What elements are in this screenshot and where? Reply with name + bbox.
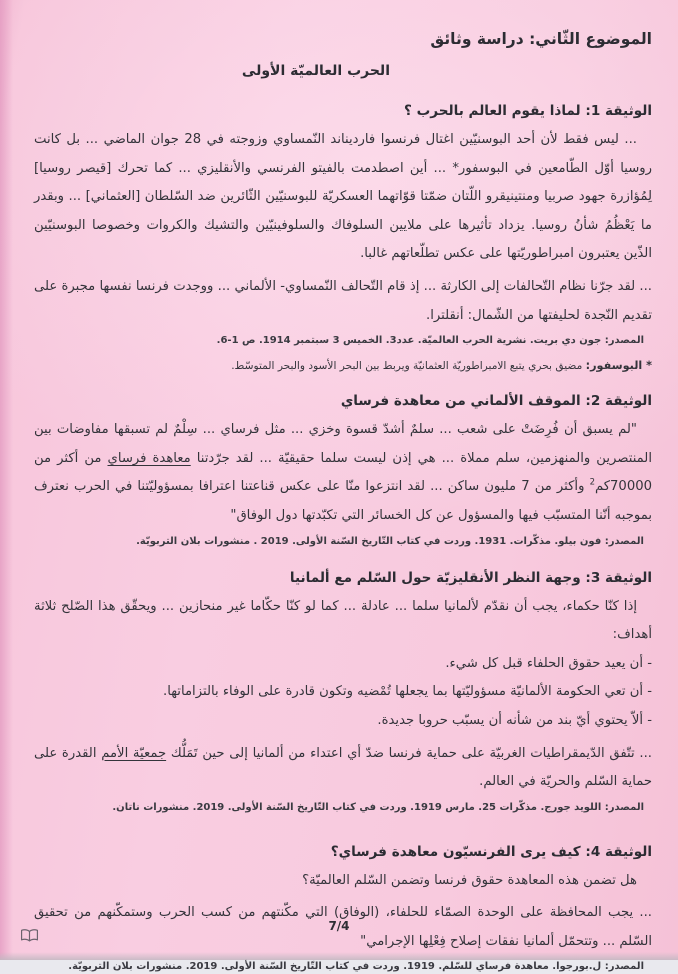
text-run: ... يجب المحافظة على الوحدة الصمّاء للحلفاء، (الوفاق) التي مكّنتهم من كسب الحرب وستمكّنهم من تحقيق السّلم ... وتتحمّل ألمانيا نفقات إصلاح فِعْلِها الإجرامي": [34, 905, 652, 949]
footnote-definition: مضيق بحري يتبع الامبراطوريّة العثمانيّة ويربط بين البحر الأسود والبحر المتوسّط.: [231, 360, 586, 373]
source-line: المصدر: ل.بورجوا. معاهدة فرساي للسّلم. 1919. وردت في كتاب التّاريخ السّنة الأولى. 2019. منشورات بلان التربويّة.: [68, 961, 644, 973]
document-paragraph: [34, 593, 652, 650]
document-heading: الوثيقة 4: كيف يرى الفرنسيّون معاهدة فرساي؟: [330, 843, 652, 860]
source-line: المصدر: اللويد جورج. مذكّرات 25. مارس 1919. وردت في كتاب التّاريخ السّنة الأولى. 2019. منشورات ناتان.: [112, 801, 644, 813]
text-run: ... لقد جرّنا نظام التّحالفات إلى الكارثة ... إذ قام التّحالف النّمساوي- الألماني ... ووجدت فرنسا نفسها مجبرة على تقديم النّجدة لحليفتها من الشّمال: أنقلترا.: [34, 278, 652, 323]
document-section: [34, 391, 652, 548]
superscript: 2: [589, 477, 595, 488]
page-title: الموضوع الثّاني: دراسة وثائق: [430, 30, 652, 48]
document-paragraph: [34, 740, 652, 797]
bullet-line: [34, 678, 652, 707]
text-run: هل تضمن هذه المعاهدة حقوق فرنسا وتضمن السّلم العالميّة؟: [302, 872, 637, 888]
document-section: [34, 101, 652, 374]
text-run: من أكثر من 70000كم: [34, 450, 652, 495]
text-run: "لم يسبق أن فُرِضَتْ على شعب ... سلمٌ أشدّ قسوة وخزي ... مثل فرساي ... سِلْمٌ لم تسبقها مفاوضات بين المنتصرين والمنهزمين، سلم مملاة ... هي إذن ليست سلما حقيقيّة ... لقد جرّدتنا: [34, 422, 652, 466]
text-run: - ألاّ يحتوي أيّ بند من شأنه أن يسبّب حروبا جديدة.: [377, 712, 652, 728]
document-heading: الوثيقة 3: وجهة النظر الأنقليزيّة حول السّلم مع ألمانيا: [289, 569, 652, 586]
document-section: [34, 842, 652, 974]
documents: [34, 101, 652, 974]
text-run: وأكثر من 7 مليون ساكن ... لقد انتزعوا منّا على عكس قناعتنا اعترافا بمسؤوليّتنا في الحرب نعترف بموجبه أنّنا المتسبّب فيها والمسؤول عن كل الخسائر التي تكبّدتها دول الوفاق": [34, 479, 652, 523]
underlined-phrase: معاهدة فرساي: [107, 450, 191, 466]
text-run: ... ليس فقط لأن أحد البوسنيّين اغتال فرنسوا فارديناند النّمساوي وزوجته في 28 جوان الماضي ... بل كانت روسيا أوّل الطّامعين في البوسفور* ... أين اصطدمت بالفيتو الفرنسي والأنقليزي ... كما تحرك [قيصر روسيا] لِمُؤازرة جهود صربيا ومنتينيقرو اللّتان ضمّتا قوّاتهما العسكريّة للبوسنيّين الثّائرين ضد السّلطان [العثماني] ... وبقدر ما يَعْظُمُ شأنُ روسيا. يزداد تأثيرها على ملايين السلوفاك والسلوفينيّين والتشيك والكروات وخصوصا البوسنيّين الذّين يعتبرون امبراطوريّتها على عكس تطلّعاتهم غالبا.: [34, 132, 652, 262]
source-line: المصدر: جون دي بريت. نشرية الحرب العالميّة. عدد3. الخميس 3 سبتمبر 1914. ص 1-6.: [216, 335, 644, 347]
document-paragraph: [34, 126, 652, 269]
bullet-line: [34, 707, 652, 736]
document-heading: الوثيقة 2: الموقف الألماني من معاهدة فرساي: [340, 393, 652, 410]
document-section: [34, 568, 652, 815]
underlined-phrase: جمعيّة الأمم: [101, 745, 167, 761]
text-run: القدرة على حماية السّلم والحريّة في العالم.: [34, 745, 652, 790]
source-line: المصدر: فون بيلو. مذكّرات. 1931. وردت في كتاب التّاريخ السّنة الأولى. 2019 . منشورات بلان التربويّة.: [136, 535, 644, 547]
text-run: - أن يعيد حقوق الحلفاء قبل كل شيء.: [445, 655, 652, 671]
document-paragraph: [34, 416, 652, 530]
document-paragraph: [34, 273, 652, 330]
footnote-line: [34, 358, 652, 374]
text-run: إذا كنّا حكماء، يجب أن نقدّم لألمانيا سلما ... عادلة ... كما لو كنّا حكّاما غير منحازين ... ويحقّق هذا الصّلح ثلاثة أهداف:: [34, 598, 652, 643]
document-paragraph: [34, 867, 652, 896]
page-subtitle: الحرب العالميّة الأولى: [241, 63, 390, 79]
footnote-term: * البوسفور:: [585, 359, 652, 373]
bullet-line: [34, 650, 652, 679]
document-heading: الوثيقة 1: لماذا يقوم العالم بالحرب ؟: [403, 103, 652, 119]
page-number: 7/4: [328, 919, 350, 933]
text-run: ... تتّفق الدّيمقراطيات الغربيّة على حماية فرنسا ضدّ أي اعتداء من ألمانيا إلى حين تَمَلُّك: [166, 745, 652, 761]
text-run: - أن تعي الحكومة الألمانيّة مسؤوليّتها بما يجعلها تُمْضيه وتكون قادرة على الوفاء بالتزاماتها.: [163, 684, 652, 700]
